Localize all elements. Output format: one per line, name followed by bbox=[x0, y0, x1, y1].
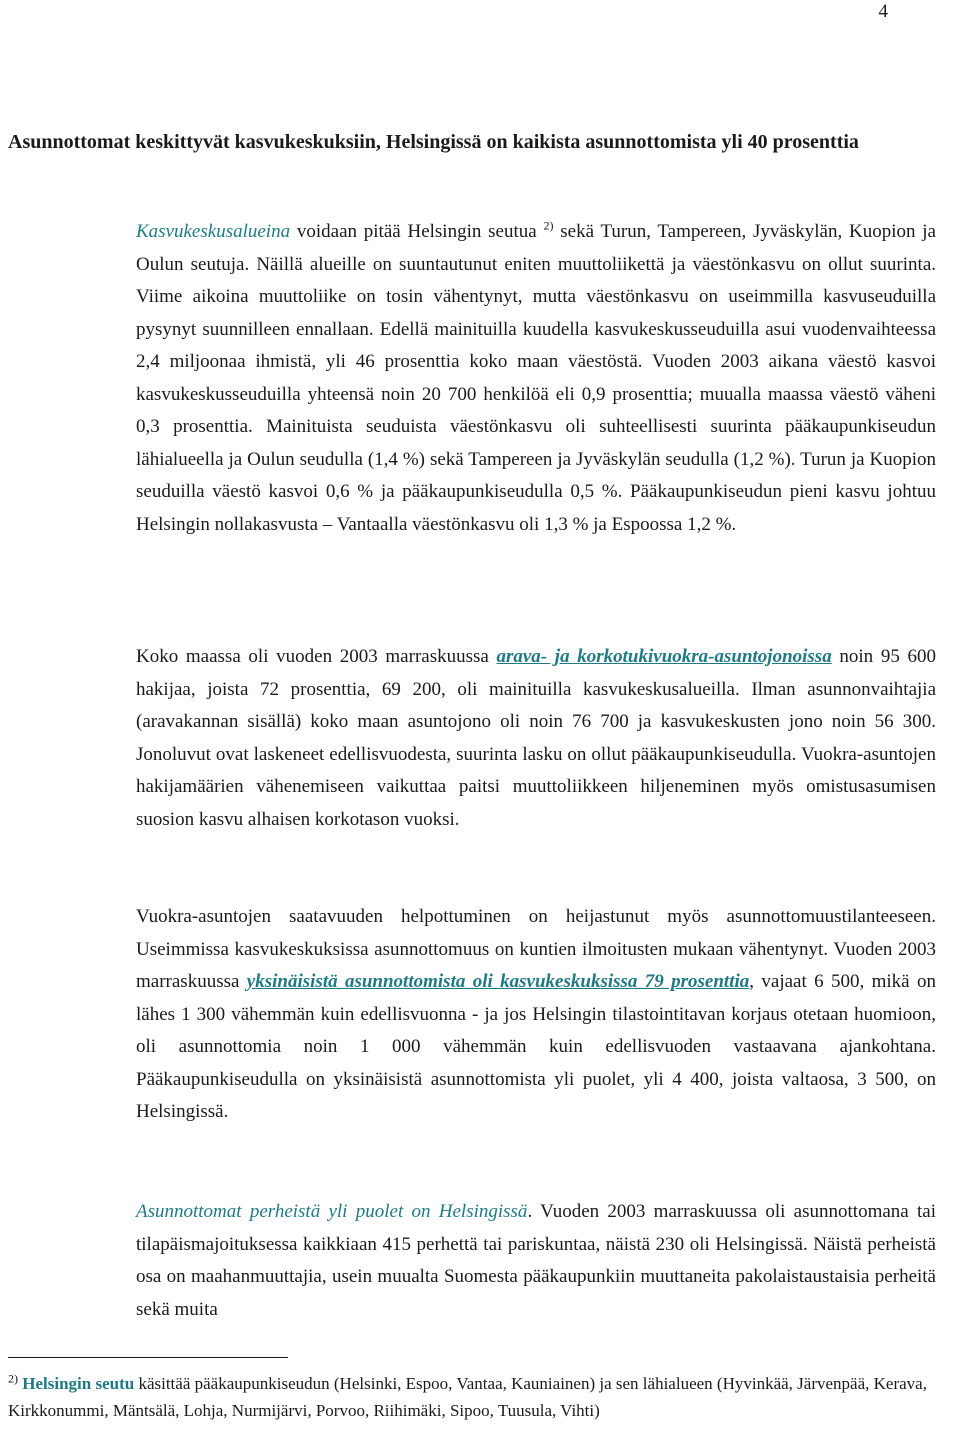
paragraph-homeless-families bbox=[136, 1196, 936, 1326]
term-kasvukeskusalueina: Kasvukeskusalueina bbox=[136, 221, 291, 242]
term-arava-queues: arava- ja korkotukivuokra-asuntojonoissa bbox=[496, 646, 832, 667]
paragraph-text: , vajaat 6 500, mikä on lähes 1 300 vähemmän kuin edellisvuonna - ja jos Helsingin tilastointitavan korjaus otetaan huomioon, oli asunnottomia noin 1 000 vähemmän kuin edellisvuoden vastaavana ajankohtana. Pääkaupunkiseudulla on yksinäisistä asunnottomista yli puolet, yli 4 400, joista valtaosa, 3 500, on Helsingissä. bbox=[136, 971, 936, 1122]
paragraph-homeless-singles bbox=[136, 901, 936, 1129]
term-homeless-singles: yksinäisistä asunnottomista oli kasvukeskuksissa 79 prosenttia bbox=[246, 971, 750, 992]
page-number: 4 bbox=[878, 1, 888, 22]
section-heading: Asunnottomat keskittyvät kasvukeskuksiin, Helsingissä on kaikista asunnottomista yli 40 prosenttia bbox=[8, 131, 859, 153]
paragraph-text: Vuokra-asuntojen saatavuuden helpottuminen on heijastunut myös asunnottomuustilanteeseen. Useimmissa kasvukeskuksissa asunnottomuus on kuntien ilmoitusten mukaan vähentynyt. Vuoden 2003 marraskuussa bbox=[136, 906, 936, 992]
paragraph-text: noin 95 600 hakijaa, joista 72 prosenttia, 69 200, oli mainituilla kasvukeskusalueilla. Ilman asunnonvaihtajia (aravakannan sisällä) koko maan asuntojono oli noin 76 700 ja kasvukeskusten jono noin 56 300. Jonoluvut ovat laskeneet edellisvuodesta, suurinta lasku on ollut pääkaupunkiseudulla. Vuokra-asuntojen hakijamäärien vähenemiseen vaikuttaa paitsi muuttoliikkeen hiljeneminen myös omistusasumisen suosion kasvu alhaisen korkotason vuoksi. bbox=[136, 646, 936, 830]
footnote-text: käsittää pääkaupunkiseudun (Helsinki, Espoo, Vantaa, Kauniainen) ja sen lähialueen (Hyvinkää, Järvenpää, Kerava, Kirkkonummi, Mäntsälä, Lohja, Nurmijärvi, Porvoo, Riihimäki, Sipoo, Tuusula, Vihti) bbox=[8, 1374, 927, 1420]
paragraph-text: voidaan pitää Helsingin seutua bbox=[290, 221, 544, 242]
paragraph-text: sekä Turun, Tampereen, Jyväskylän, Kuopion ja Oulun seutuja. Näillä alueille on suuntautunut eniten muuttoliikettä ja väestönkasvu on ollut suurinta. Viime aikoina muuttoliike on tosin vähentynyt, mutta väestönkasvu on useimmilla kasvuseuduilla pysynyt suunnilleen ennallaan. Edellä mainituilla kuudella kasvukeskusseuduilla asui vuodenvaihteessa 2,4 miljoonaa ihmistä, yli 46 prosenttia koko maan väestöstä. Vuoden 2003 aikana väestö kasvoi kasvukeskusseuduilla yhteensä noin 20 700 henkilöä eli 0,9 prosenttia; muualla maassa väestö väheni 0,3 prosenttia. Mainituista seuduista väestönkasvu oli suhteellisesti suurinta pääkaupunkiseudun lähialueella ja Oulun seudulla (1,4 %) sekä Tampereen ja Jyväskylän seudulla (1,2 %). Turun ja Kuopion seuduilla väestö kasvoi 0,6 % ja pääkaupunkiseudulla 0,5 %. Pääkaupunkiseudun pieni kasvu johtuu Helsingin nollakasvusta – Vantaalla väestönkasvu oli 1,3 % ja Espoossa 1,2 %. bbox=[136, 221, 936, 535]
footnote-ref[interactable]: 2) bbox=[543, 218, 554, 233]
footnote bbox=[8, 1370, 938, 1424]
footnote-term: Helsingin seutu bbox=[22, 1374, 135, 1393]
paragraph-text: . Vuoden 2003 marraskuussa oli asunnottomana tai tilapäismajoituksessa kaikkiaan 415 perhettä tai pariskuntaa, näistä 230 oli Helsingissä. Näistä perheistä osa on maahanmuuttajia, usein muualta Suomesta pääkaupunkiin muuttaneita pakolaistaustaisia perheitä sekä muita bbox=[136, 1201, 936, 1320]
footnote-divider bbox=[8, 1357, 288, 1358]
paragraph-housing-queues bbox=[136, 641, 936, 836]
paragraph-growth-centres bbox=[136, 216, 936, 541]
paragraph-text: Koko maassa oli vuoden 2003 marraskuussa bbox=[136, 646, 497, 667]
term-homeless-families: Asunnottomat perheistä yli puolet on Helsingissä bbox=[136, 1201, 528, 1222]
footnote-marker: 2) bbox=[8, 1371, 18, 1386]
